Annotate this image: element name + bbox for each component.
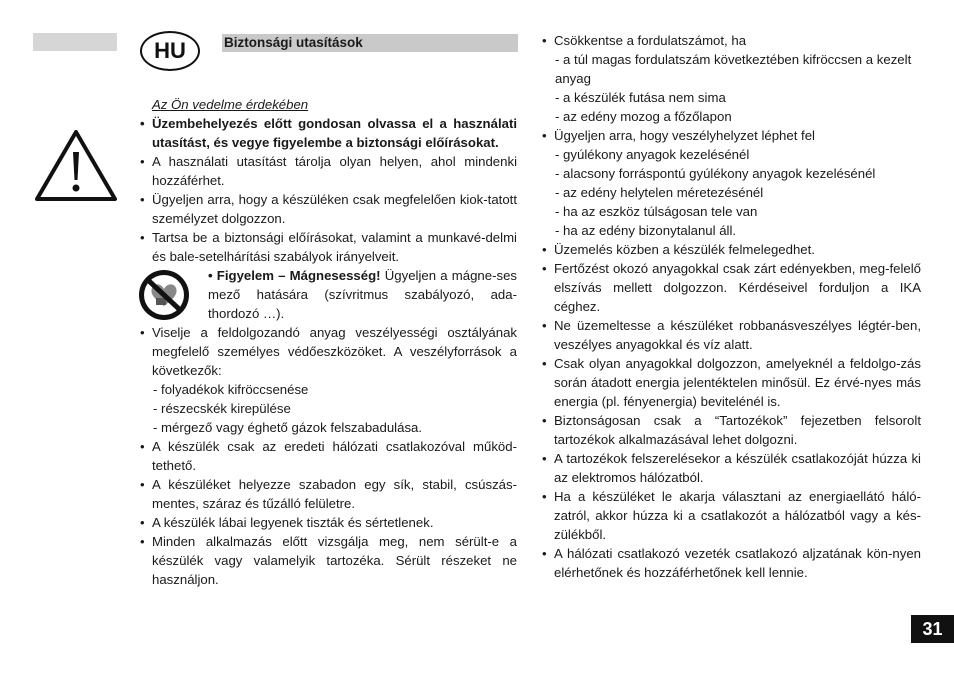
warning-triangle-icon <box>33 128 119 204</box>
language-badge: HU <box>140 31 200 71</box>
left-column <box>139 95 517 589</box>
magnetism-warning <box>139 266 517 323</box>
list-item: • A hálózati csatlakozó vezeték csatlakozó aljzatának kön-nyen elérhetőnek és hozzáférhetőnek kell lennie. <box>541 544 921 582</box>
subheading: Az Ön vedelme érdekében <box>152 97 309 112</box>
list-item: • Ne üzemeltesse a készüléket robbanásveszélyes légtér-ben, veszélyes anyagokkal és víz alatt. <box>541 316 921 354</box>
danger-item: - ha az edény bizonytalanul áll. <box>555 223 737 238</box>
list-item: • Biztonságosan csak a “Tartozékok” fejezetben felsorolt tartozékok alkalmazásával lehet dolgozni. <box>541 411 921 449</box>
section-title: Biztonsági utasítások <box>222 34 518 52</box>
magnetism-title: • Figyelem – Mágnesesség! <box>208 268 381 283</box>
header-gray-bar <box>33 33 117 51</box>
danger-item: - gyúlékony anyagok kezelésénél <box>555 147 750 162</box>
list-item: • A készülék lábai legyenek tiszták és sértetlenek. <box>139 513 517 532</box>
hazard-item: - folyadékok kifröccsenése <box>153 382 309 397</box>
hazard-item: - mérgező vagy éghető gázok felszabadulása. <box>153 420 423 435</box>
list-item: • Fertőzést okozó anyagokkal csak zárt edényekben, meg-felelő elszívás mellett dolgozzon. Kérdéseivel forduljon a IKA céghez. <box>541 259 921 316</box>
list-item: • Viselje a feldolgozandó anyag veszélyességi osztályának megfelelő személyes védőeszközöket. A veszélyforrások a következők: <box>139 323 517 380</box>
list-item: • Csak olyan anyagokkal dolgozzon, amelyeknél a feldolgo-zás során átadott energia jelentéktelen minősül. Ez érvé-nyes más energia (pl. fényenergia) bevitelénél is. <box>541 354 921 411</box>
danger-item: - alacsony forráspontú gyúlékony anyagok kezelésénél <box>555 166 876 181</box>
list-item: • Üzembehelyezés előtt gondosan olvassa el a használati utasítást, és vegye figyelembe a biztonsági előírásokat. <box>139 114 517 152</box>
right-column <box>541 31 921 582</box>
list-item: • Tartsa be a biztonsági előírásokat, valamint a munkavé-delmi és bale-setelhárítási szabályok irányelveit. <box>139 228 517 266</box>
speed-item: - a készülék futása nem sima <box>555 90 726 105</box>
magnetism-text: Ügyeljen a mágne-ses mező hatására (szívritmus szabályozó, ada-thordozó …). <box>208 268 517 321</box>
list-item: • Üzemelés közben a készülék felmelegedhet. <box>541 240 921 259</box>
hazard-item: - részecskék kirepülése <box>153 401 291 416</box>
list-item: • Ha a készüléket le akarja választani az energiaellátó háló-zatról, akkor húzza ki a csatlakozót a hálózatból vagy a kés-zülékből. <box>541 487 921 544</box>
list-item: • Minden alkalmazás előtt vizsgálja meg, nem sérült-e a készülék vagy valamelyik tartozéka. Sérült részeket ne használjon. <box>139 532 517 589</box>
list-item: • A készülék csak az eredeti hálózati csatlakozóval működ-tethető. <box>139 437 517 475</box>
speed-item: - az edény mozog a főzőlapon <box>555 109 732 124</box>
list-item: • Csökkentse a fordulatszámot, ha <box>541 31 921 50</box>
speed-item: - a túl magas fordulatszám következtében kifröccsen a kezelt anyag <box>555 52 912 86</box>
list-item: • A használati utasítást tárolja olyan helyen, ahol mindenki hozzáférhet. <box>139 152 517 190</box>
danger-item: - ha az eszköz túlságosan tele van <box>555 204 758 219</box>
danger-item: - az edény helytelen méretezésénél <box>555 185 764 200</box>
page-number: 31 <box>911 615 954 643</box>
list-item: • A tartozékok felszerelésekor a készülék csatlakozóját húzza ki az elektromos hálózatból. <box>541 449 921 487</box>
list-item: • A készüléket helyezze szabadon egy sík, stabil, csúszás-mentes, száraz és tűzálló felületre. <box>139 475 517 513</box>
list-item: • Ügyeljen arra, hogy a készüléken csak megfelelően kiok-tatott személyzet dolgozzon. <box>139 190 517 228</box>
list-item: • Ügyeljen arra, hogy veszélyhelyzet léphet fel <box>541 126 921 145</box>
